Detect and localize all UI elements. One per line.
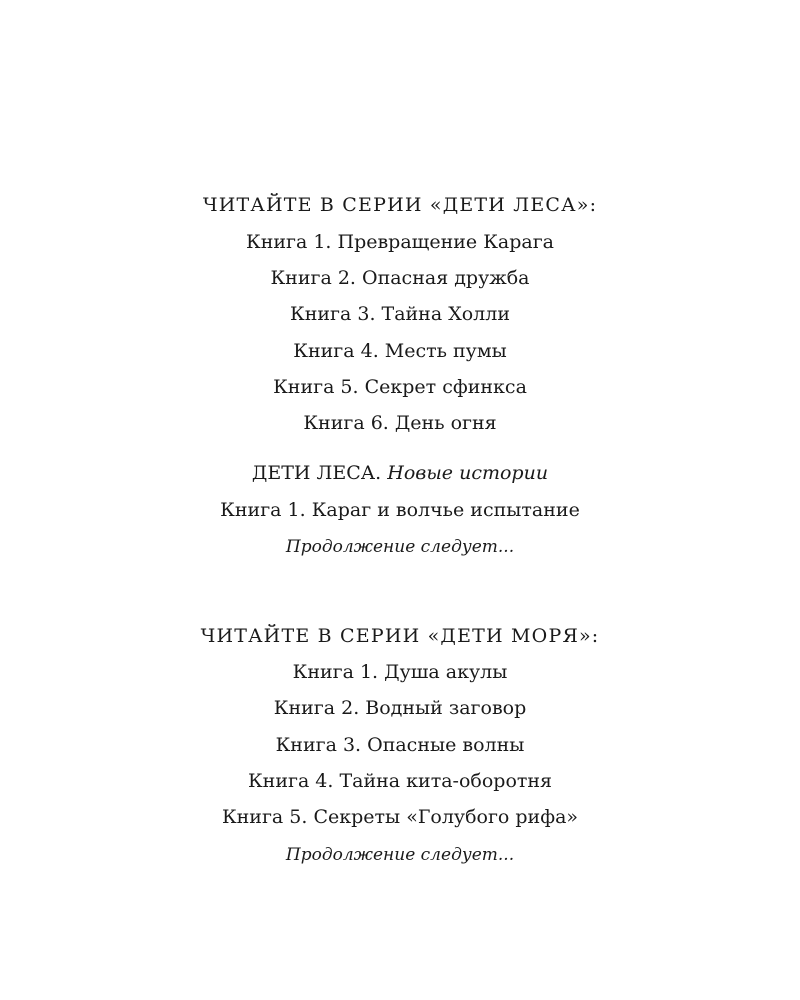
sea-book-5: Книга 5. Секреты «Голубого рифа» bbox=[221, 806, 579, 828]
sea-book-3: Книга 3. Опасные волны bbox=[275, 734, 525, 756]
forest-book-1: Книга 1. Превращение Карага bbox=[245, 231, 554, 253]
forest-book-2: Книга 2. Опасная дружба bbox=[270, 267, 530, 289]
sea-series-heading: ЧИТАЙТЕ В СЕРИИ «ДЕТИ МОРЯ»: bbox=[200, 625, 600, 647]
forest-book-3: Книга 3. Тайна Холли bbox=[290, 303, 510, 325]
forest-book-6: Книга 6. День огня bbox=[303, 412, 497, 434]
forest-book-5: Книга 5. Секрет сфинкса bbox=[273, 376, 527, 398]
forest-book-4: Книга 4. Месть пумы bbox=[293, 340, 507, 362]
forest-new-series-name: ДЕТИ ЛЕСА. bbox=[251, 462, 382, 484]
sea-continuation: Продолжение следует... bbox=[285, 845, 515, 865]
forest-new-series-subtitle: Новые истории bbox=[387, 462, 549, 484]
sea-book-4: Книга 4. Тайна кита-оборотня bbox=[247, 770, 553, 792]
forest-series-heading: ЧИТАЙТЕ В СЕРИИ «ДЕТИ ЛЕСА»: bbox=[202, 194, 598, 216]
forest-continuation: Продолжение следует... bbox=[285, 537, 515, 557]
sea-book-2: Книга 2. Водный заговор bbox=[273, 697, 527, 719]
forest-new-series-title bbox=[0, 461, 800, 485]
sea-book-1: Книга 1. Душа акулы bbox=[292, 661, 508, 683]
forest-new-book-1: Книга 1. Караг и волчье испытание bbox=[220, 499, 580, 521]
